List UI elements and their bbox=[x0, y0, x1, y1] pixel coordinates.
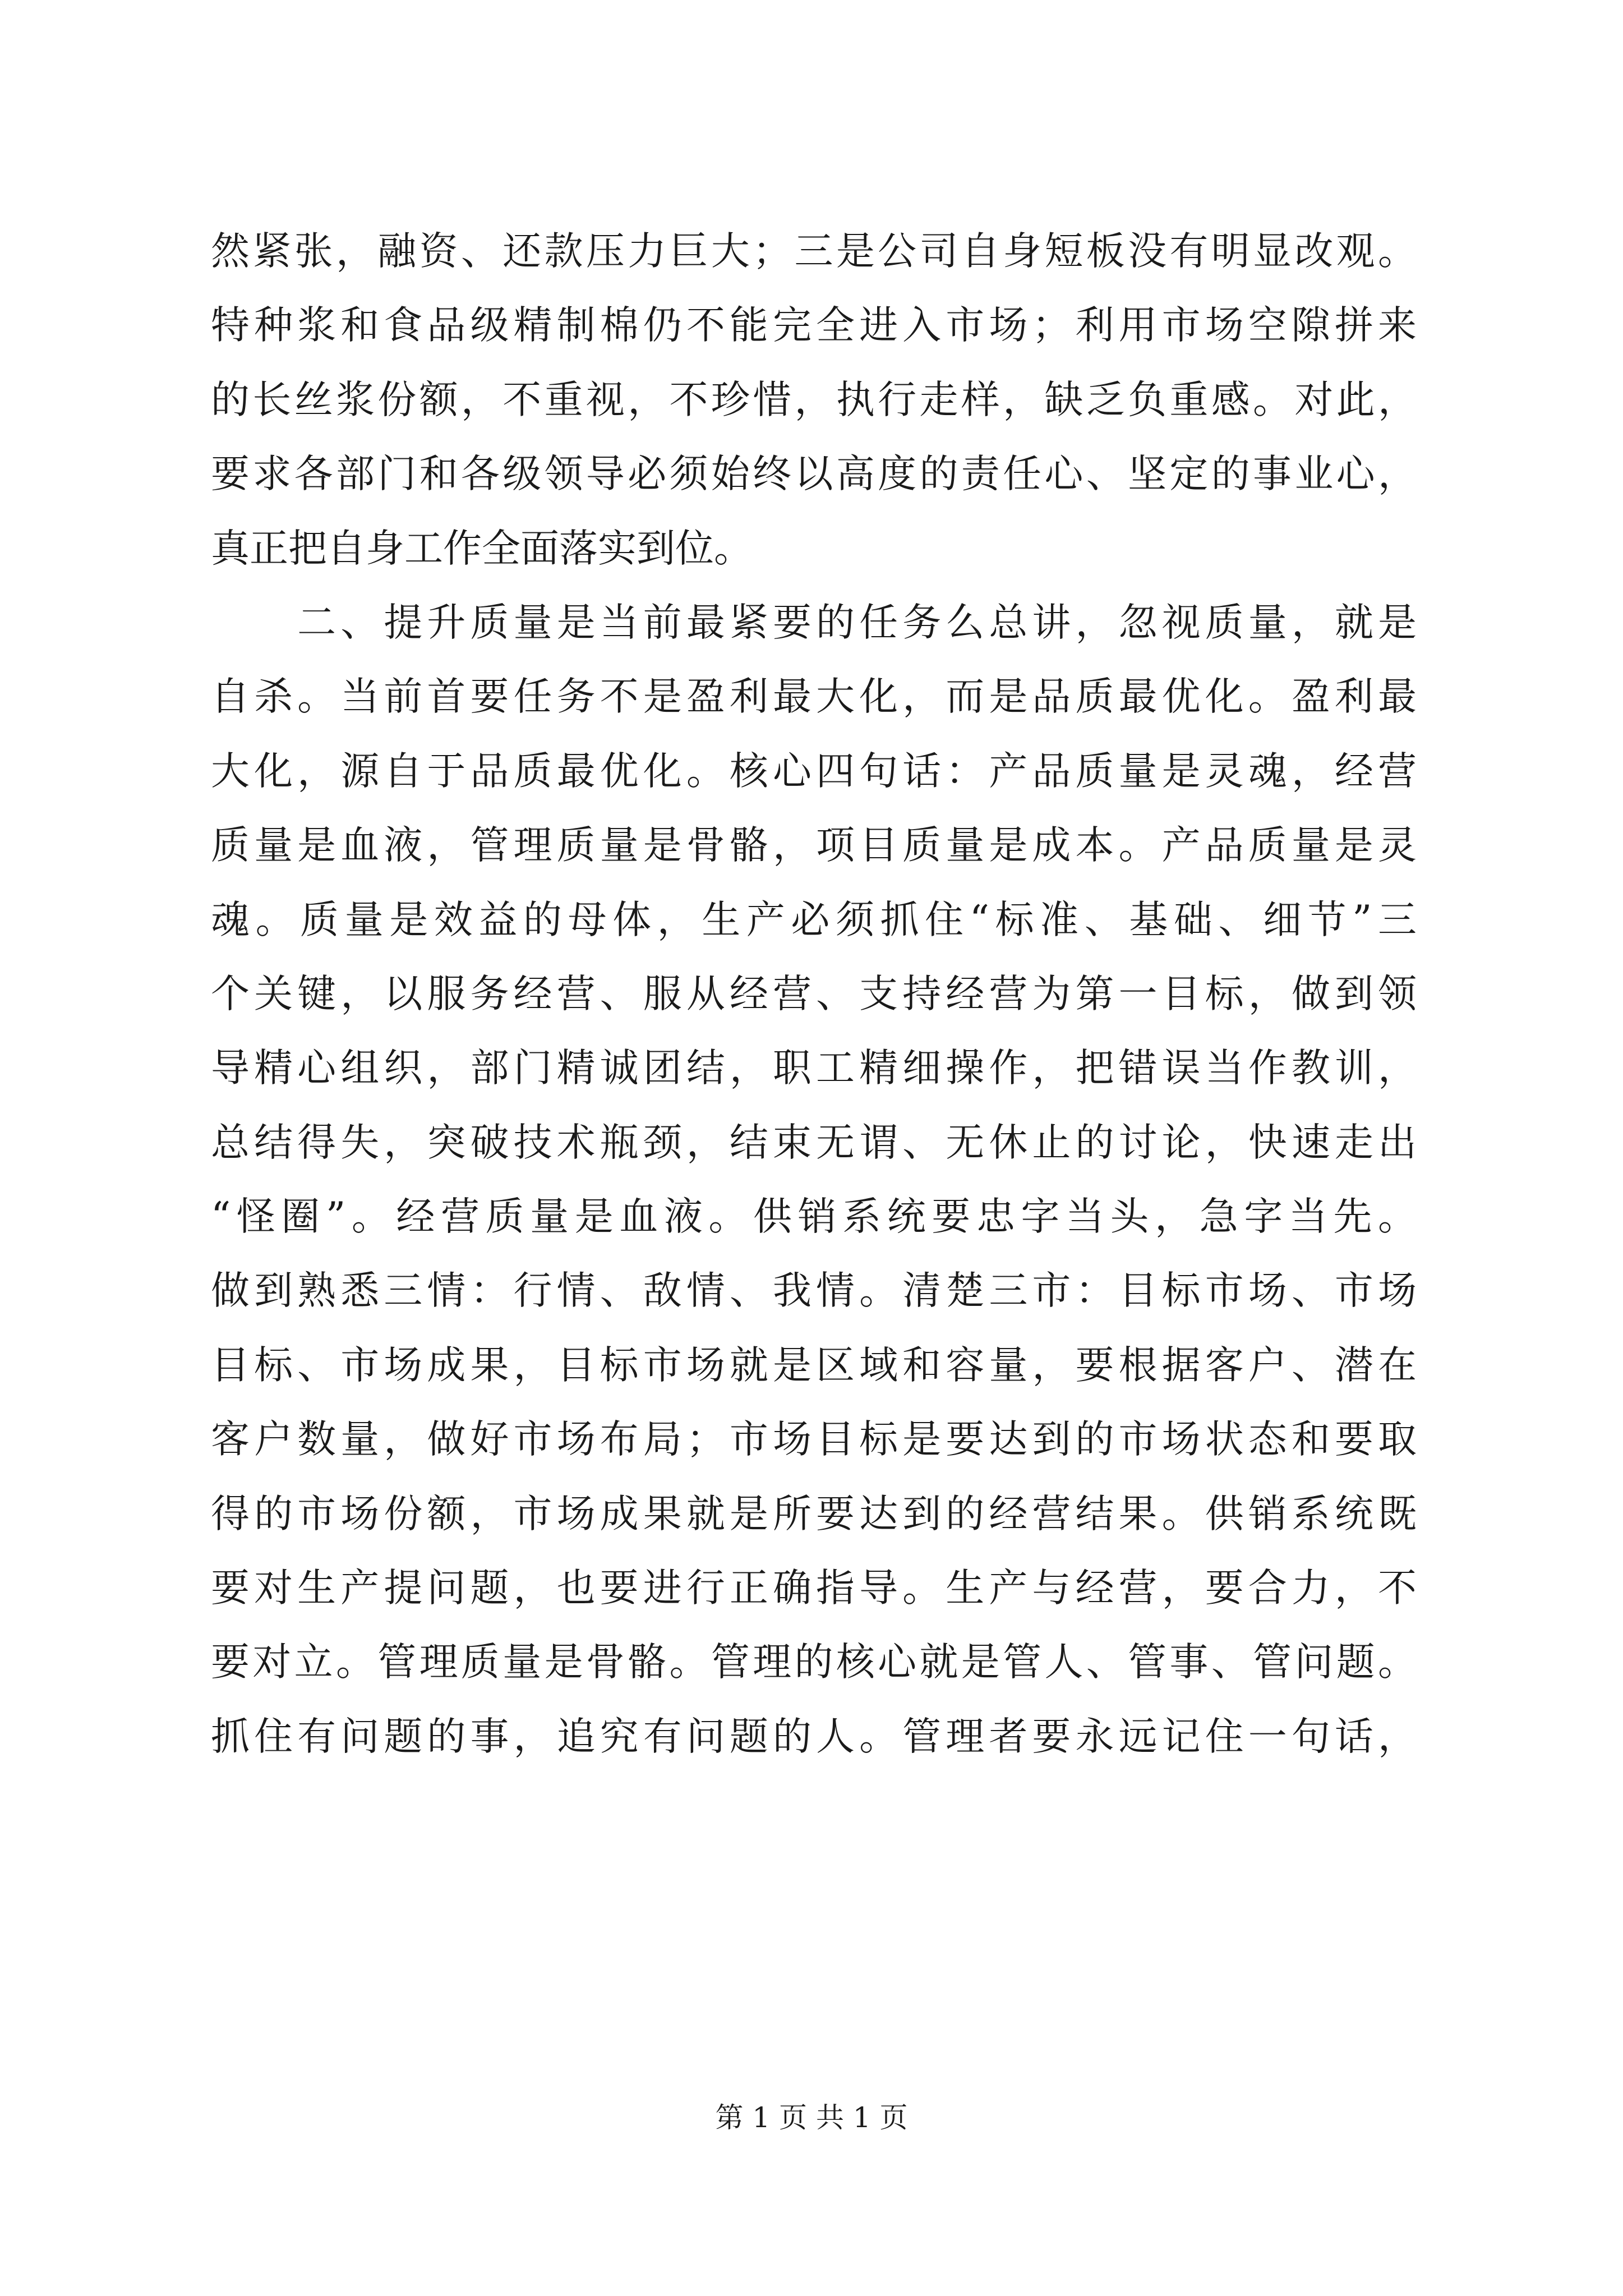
text-line: 的长丝浆份额，不重视，不珍惜，执行走样，缺乏负重感。对此， bbox=[211, 377, 1417, 422]
text-line: 二、提升质量是当前最紧要的任务么总讲，忽视质量，就是 bbox=[211, 600, 1417, 645]
text-line: 自杀。当前首要任务不是盈利最大化，而是品质最优化。盈利最 bbox=[211, 674, 1417, 720]
text-line: 个关键，以服务经营、服从经营、支持经营为第一目标，做到领 bbox=[211, 971, 1417, 1016]
text-line: 做到熟悉三情：行情、敌情、我情。清楚三市：目标市场、市场 bbox=[211, 1268, 1417, 1314]
text-line: 真正把自身工作全面落实到位。 bbox=[211, 526, 753, 571]
text-line: 然紧张，融资、还款压力巨大；三是公司自身短板没有明显改观。 bbox=[211, 229, 1417, 274]
text-line: 要对生产提问题，也要进行正确指导。生产与经营，要合力，不 bbox=[211, 1566, 1417, 1611]
body-text bbox=[211, 214, 1417, 1774]
text-line: 抓住有问题的事，追究有问题的人。管理者要永远记住一句话， bbox=[211, 1714, 1417, 1759]
text-line: “怪圈”。经营质量是血液。供销系统要忠字当头，急字当先。 bbox=[211, 1194, 1417, 1240]
text-line: 特种浆和食品级精制棉仍不能完全进入市场；利用市场空隙拼来 bbox=[211, 303, 1417, 348]
text-line: 目标、市场成果，目标市场就是区域和容量，要根据客户、潜在 bbox=[211, 1342, 1417, 1388]
text-line: 大化，源自于品质最优化。核心四句话：产品质量是灵魂，经营 bbox=[211, 748, 1417, 794]
text-line: 要对立。管理质量是骨骼。管理的核心就是管人、管事、管问题。 bbox=[211, 1640, 1417, 1685]
text-line: 质量是血液，管理质量是骨骼，项目质量是成本。产品质量是灵 bbox=[211, 823, 1417, 868]
text-line: 要求各部门和各级领导必须始终以高度的责任心、坚定的事业心， bbox=[211, 452, 1417, 497]
text-line: 得的市场份额，市场成果就是所要达到的经营结果。供销系统既 bbox=[211, 1491, 1417, 1536]
text-line: 客户数量，做好市场布局；市场目标是要达到的市场状态和要取 bbox=[211, 1417, 1417, 1462]
page-number: 第 1 页 共 1 页 bbox=[715, 2101, 908, 2134]
text-line: 魂。质量是效益的母体，生产必须抓住“标准、基础、细节”三 bbox=[211, 897, 1417, 942]
text-line: 总结得失，突破技术瓶颈，结束无谓、无休止的讨论，快速走出 bbox=[211, 1120, 1417, 1165]
text-line: 导精心组织，部门精诚团结，职工精细操作，把错误当作教训， bbox=[211, 1046, 1417, 1091]
page-footer bbox=[0, 2098, 1623, 2137]
